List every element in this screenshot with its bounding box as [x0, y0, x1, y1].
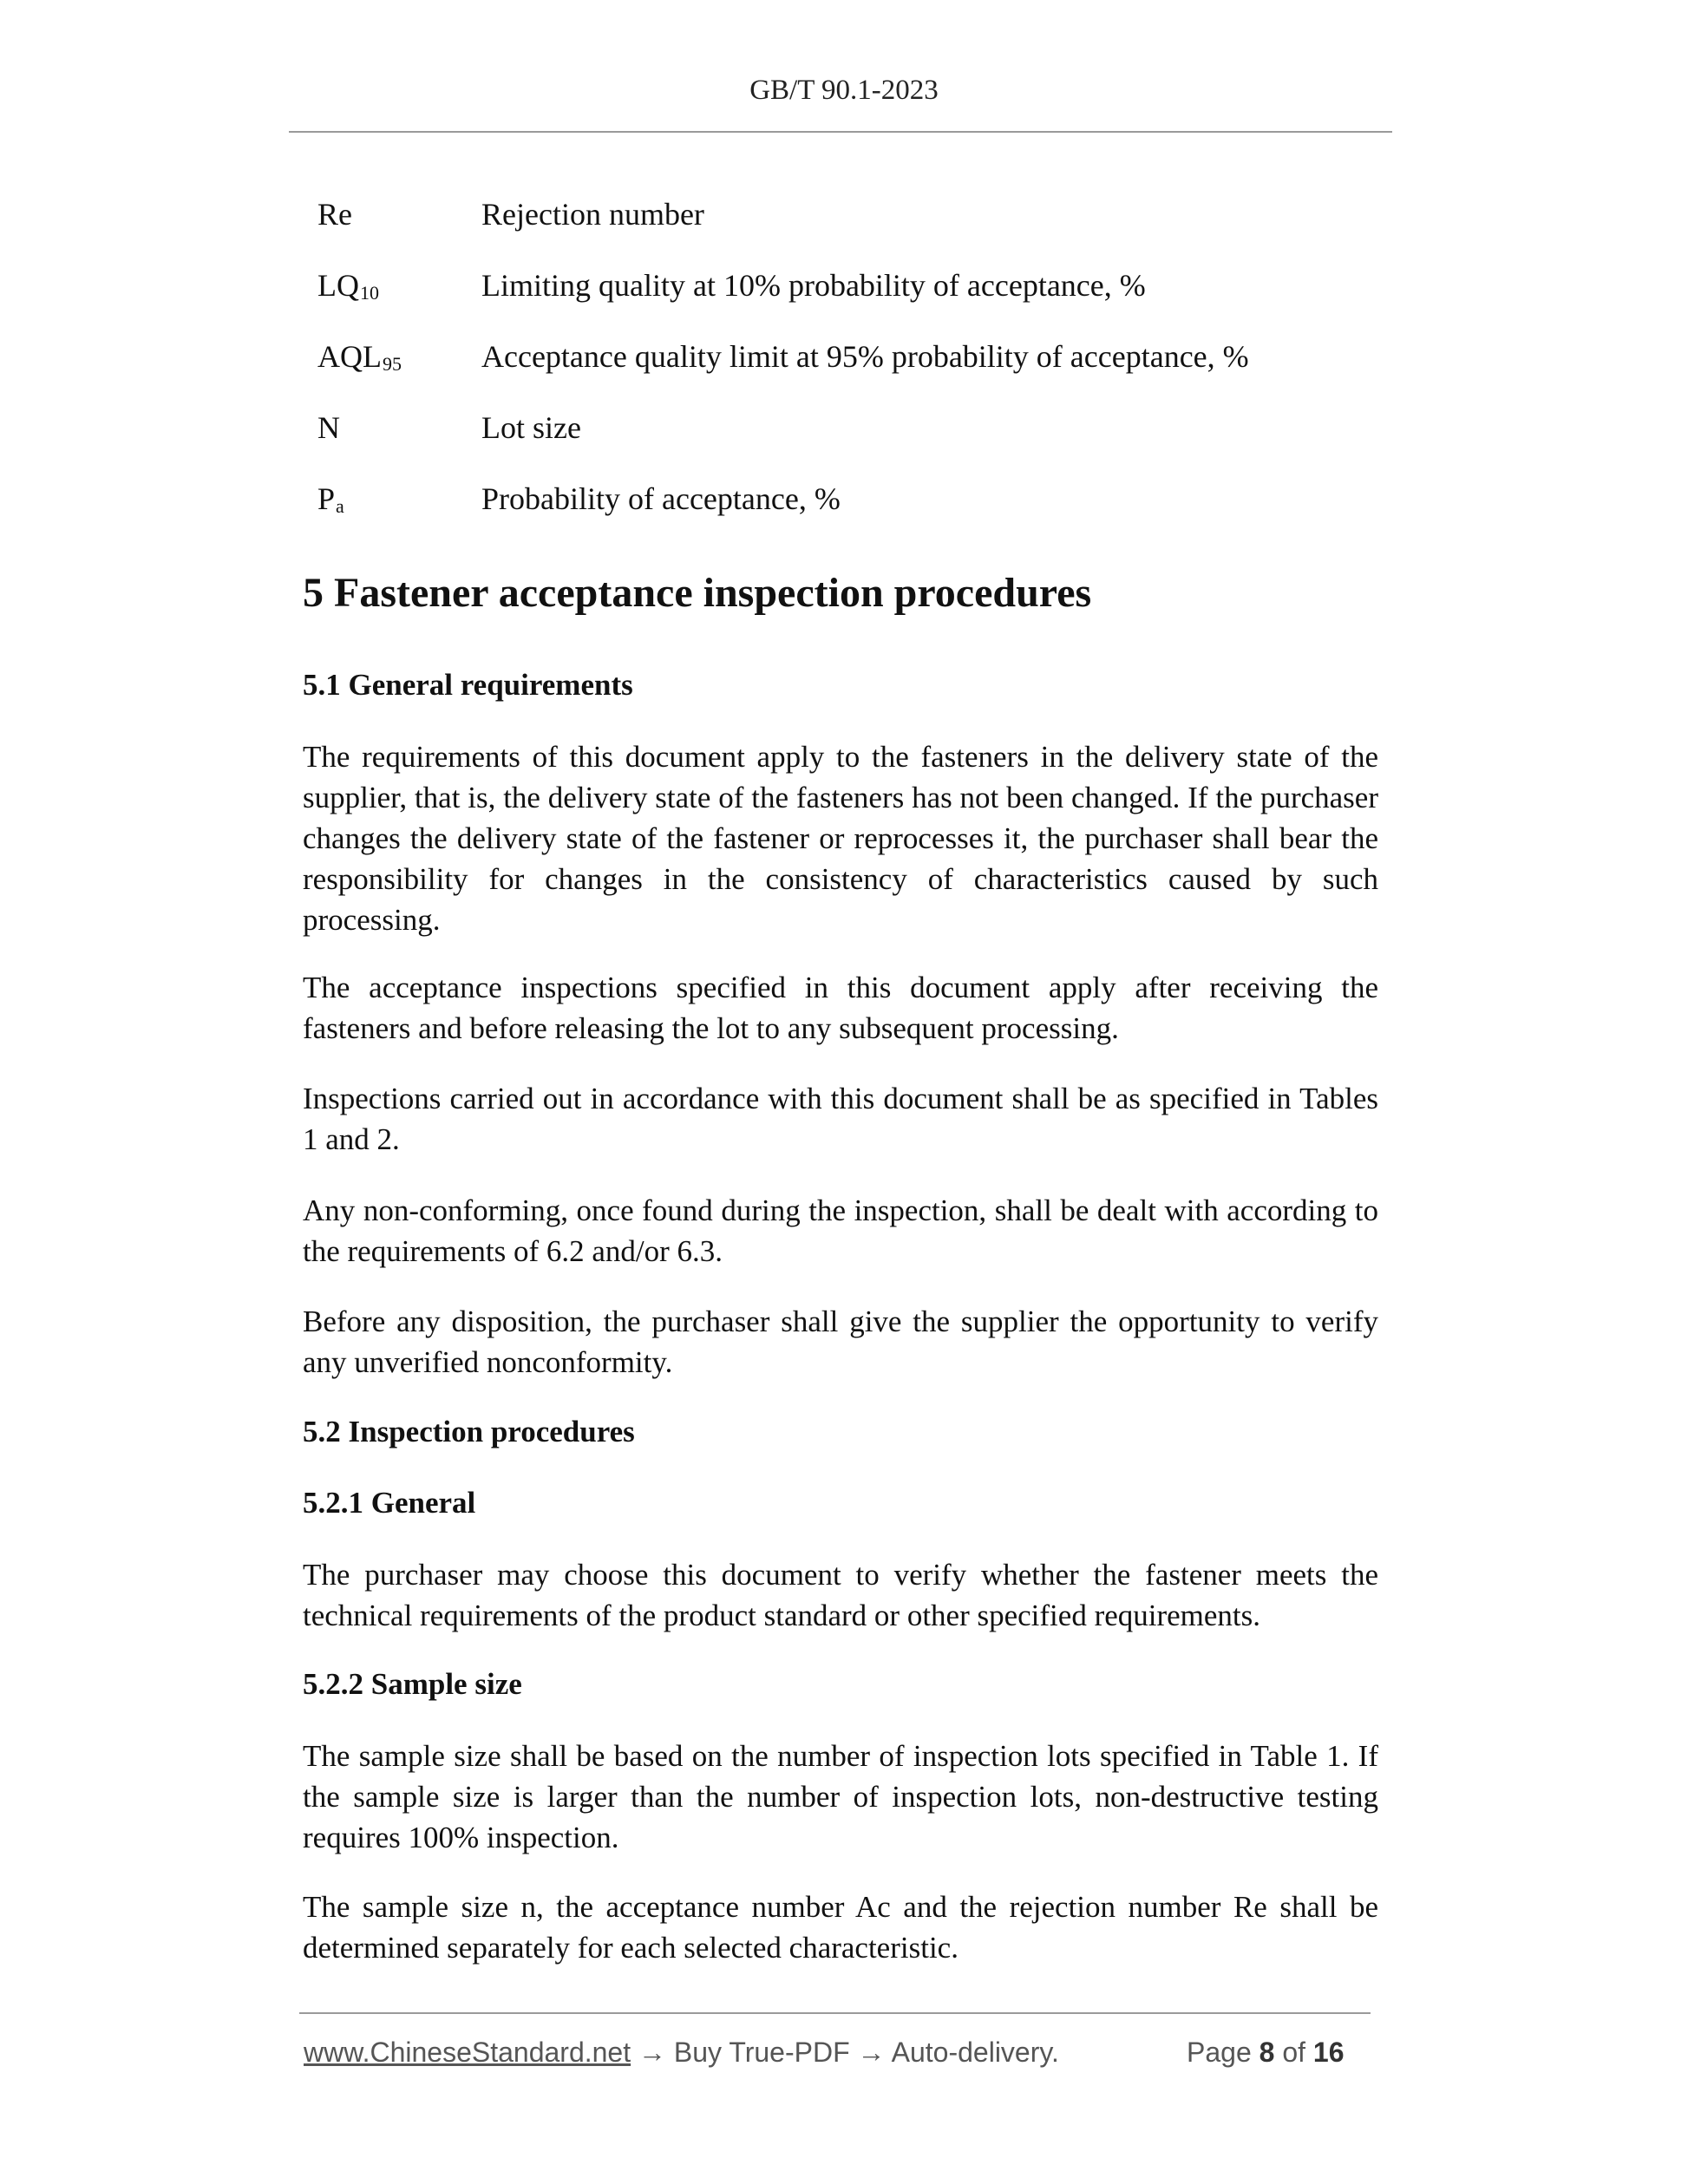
symbol-subscript: 10: [360, 282, 379, 304]
page-label: Page: [1187, 2037, 1252, 2068]
symbol-definition: Acceptance quality limit at 95% probability of acceptance, %: [481, 339, 1249, 374]
paragraph: The acceptance inspections specified in this document apply after receiving the fasteners and before releasing the lot to any subsequent processing.: [303, 971, 1378, 1045]
footer-step-delivery: Auto-delivery.: [891, 2037, 1059, 2068]
section-5-2-1-heading: 5.2.1 General: [303, 1486, 476, 1520]
symbol: [317, 335, 474, 383]
paragraph: The requirements of this document apply to the fasteners in the delivery state of the supplier, that is, the delivery state of the fasteners has not been changed. If the purchaser changes the delivery state of the fastener or reprocesses it, the purchaser shall bear the responsibility for changes in the consistency of characteristics caused by such processing.: [303, 740, 1378, 937]
symbol-definition: Lot size: [481, 410, 581, 445]
symbol-definition: Limiting quality at 10% probability of acceptance, %: [481, 268, 1146, 303]
page-total: 16: [1312, 2037, 1345, 2068]
symbol: [317, 406, 474, 449]
symbol-base: AQL: [317, 339, 382, 374]
page-indicator: [1187, 2034, 1344, 2070]
symbol-subscript: a: [336, 495, 344, 517]
document-header-id: GB/T 90.1-2023: [749, 75, 939, 106]
footer-step-buy: Buy True-PDF: [673, 2037, 850, 2068]
section-5-2-heading: 5.2 Inspection procedures: [303, 1415, 635, 1448]
paragraph: Any non-conforming, once found during the inspection, shall be dealt with according to the requirements of 6.2 and/or 6.3.: [303, 1193, 1378, 1268]
symbol-subscript: 95: [383, 353, 402, 375]
footer-promo: [304, 2034, 1059, 2070]
section-5-2-2-heading: 5.2.2 Sample size: [303, 1667, 522, 1701]
symbol-base: P: [317, 481, 336, 516]
paragraph: The sample size shall be based on the number of inspection lots specified in Table 1. If the sample size is larger than the number of inspection lots, non-destructive testing requires 100% inspection.: [303, 1739, 1378, 1854]
paragraph: Inspections carried out in accordance with this document shall be as specified in Tables 1 and 2.: [303, 1082, 1378, 1156]
symbol-definition: Rejection number: [481, 197, 704, 232]
paragraph: Before any disposition, the purchaser shall give the supplier the opportunity to verify any unverified nonconformity.: [303, 1305, 1378, 1379]
symbol-definition: Probability of acceptance, %: [481, 481, 841, 516]
section-5-heading: 5 Fastener acceptance inspection procedures: [303, 570, 1092, 616]
symbol: [317, 477, 474, 525]
page-current: 8: [1259, 2037, 1275, 2068]
arrow-right-icon: →: [638, 2037, 666, 2068]
section-5-1-heading: 5.1 General requirements: [303, 668, 633, 702]
website-link[interactable]: www.ChineseStandard.net: [304, 2037, 631, 2068]
symbol-base: N: [317, 410, 340, 445]
symbol-base: LQ: [317, 268, 359, 303]
paragraph: The sample size n, the acceptance number Ac and the rejection number Re shall be determined separately for each selected characteristic.: [303, 1890, 1378, 1965]
header-divider: [289, 131, 1392, 133]
symbol: [317, 193, 474, 236]
arrow-right-icon: →: [857, 2037, 886, 2068]
paragraph: The purchaser may choose this document to verify whether the fastener meets the technical requirements of the product standard or other specified requirements.: [303, 1558, 1378, 1632]
symbol-base: Re: [317, 197, 352, 232]
symbol: [317, 264, 474, 311]
footer-divider: [299, 2012, 1371, 2014]
page-of-label: of: [1282, 2037, 1305, 2068]
